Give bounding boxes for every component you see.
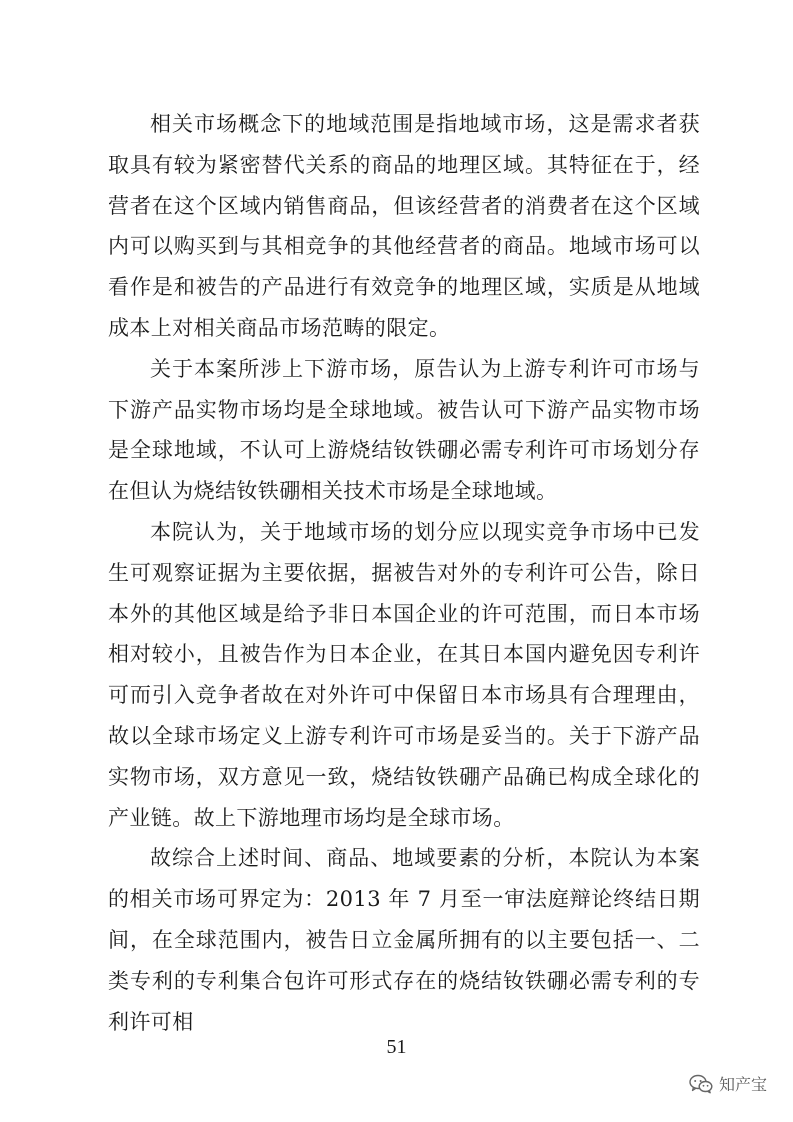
paragraph-2: 关于本案所涉上下游市场，原告认为上游专利许可市场与下游产品实物市场均是全球地域。被告认可下游产品实物市场是全球地域，不认可上游烧结钕铁硼必需专利许可市场划分存在但认为烧结钕铁硼相关技术市场是全球地域。: [108, 356, 700, 504]
watermark-text: 知产宝: [718, 1075, 767, 1094]
paragraph-4: 故综合上述时间、商品、地域要素的分析，本院认为本案的相关市场可界定为：2013 年 7 月至一审法庭辩论终结日期间，在全球范围内，被告日立金属所拥有的以主要包括一、二类专利的专利集合包许可形式存在的烧结钕铁硼必需专利的专利许可相: [108, 846, 700, 1034]
page-number: 51: [386, 1036, 407, 1058]
wechat-icon: [689, 1074, 713, 1094]
document-body: [108, 104, 700, 1042]
paragraph-3: 本院认为，关于地域市场的划分应以现实竞争市场中已发生可观察证据为主要依据，据被告对外的专利许可公告，除日本外的其他区域是给予非日本国企业的许可范围，而日本市场相对较小，且被告作为日本企业，在其日本国内避免因专利许可而引入竞争者故在对外许可中保留日本市场具有合理理由，故以全球市场定义上游专利许可市场是妥当的。关于下游产品实物市场，双方意见一致，烧结钕铁硼产品确已构成全球化的产业链。故上下游地理市场均是全球市场。: [108, 519, 700, 830]
paragraph-1: 相关市场概念下的地域范围是指地域市场，这是需求者获取具有较为紧密替代关系的商品的地理区域。其特征在于，经营者在这个区域内销售商品，但该经营者的消费者在这个区域内可以购买到与其相竞争的其他经营者的商品。地域市场可以看作是和被告的产品进行有效竞争的地理区域，实质是从地域成本上对相关商品市场范畴的限定。: [108, 112, 700, 340]
watermark: [689, 1072, 767, 1095]
